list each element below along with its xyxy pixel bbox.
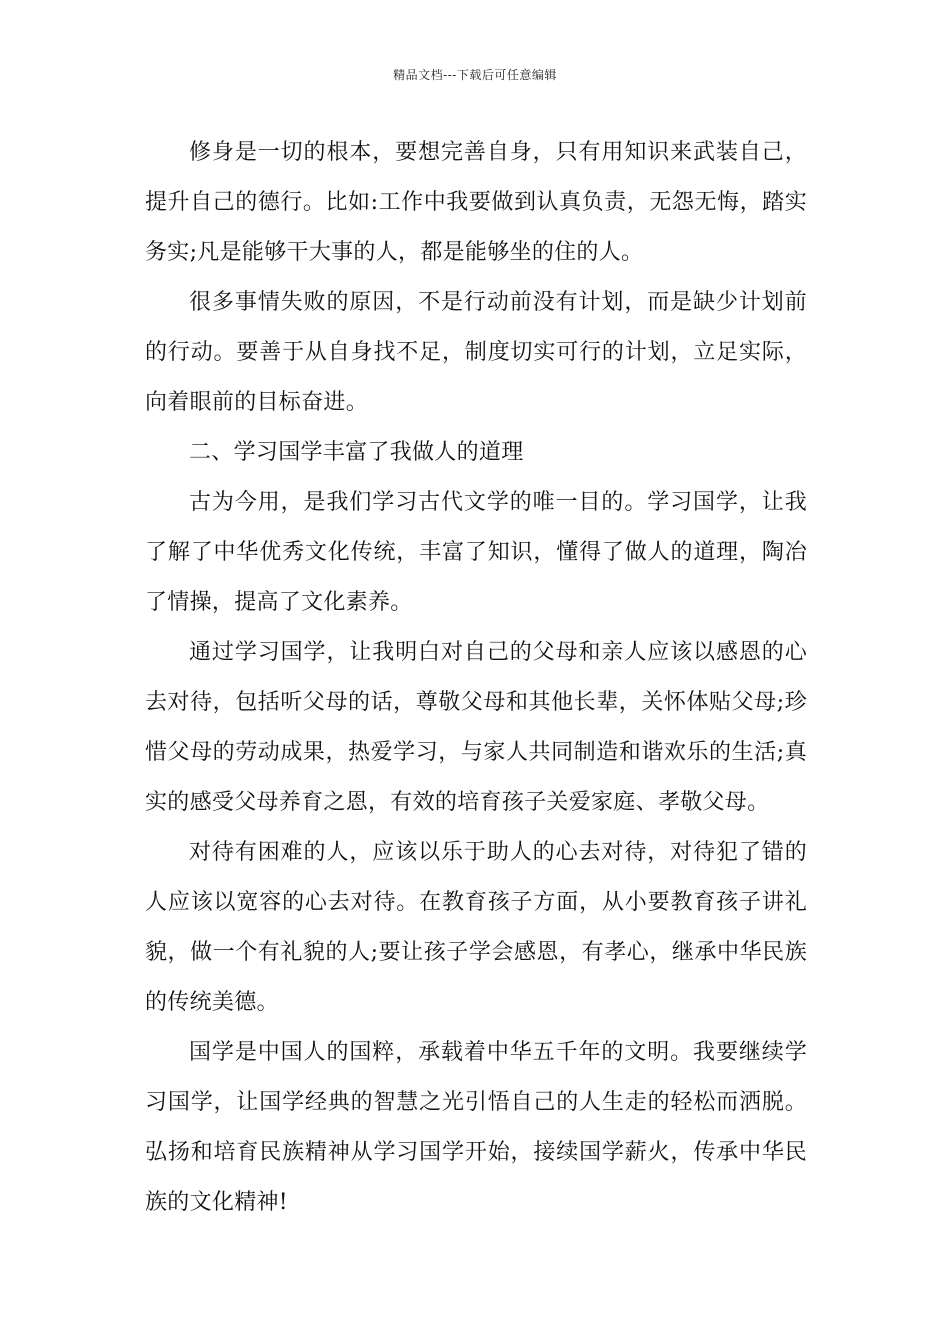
section-heading: 二、学习国学丰富了我做人的道理	[189, 440, 524, 465]
paragraph-4: 通过学习国学，让我明白对自己的父母和亲人应该以感恩的心去对待，包括听父母的话，尊敬父母和其他长辈，关怀体贴父母;珍惜父母的劳动成果，热爱学习，与家人共同制造和谐欢乐的生活;真实的感受父母养育之恩，有效的培育孩子关爱家庭、孝敬父母。	[145, 640, 807, 815]
paragraph-2: 很多事情失败的原因，不是行动前没有计划，而是缺少计划前的行动。要善于从自身找不足，制度切实可行的计划，立足实际，向着眼前的目标奋进。	[145, 290, 807, 415]
paragraph-5: 对待有困难的人，应该以乐于助人的心去对待，对待犯了错的人应该以宽容的心去对待。在教育孩子方面，从小要教育孩子讲礼貌，做一个有礼貌的人;要让孩子学会感恩，有孝心，继承中华民族的传统美德。	[145, 840, 807, 1015]
page-header: 精品文档---下载后可任意编辑	[393, 68, 557, 82]
paragraph-1: 修身是一切的根本，要想完善自身，只有用知识来武装自己，提升自己的德行。比如:工作中我要做到认真负责，无怨无悔，踏实务实;凡是能够干大事的人，都是能够坐的住的人。	[145, 140, 807, 265]
document-body	[145, 128, 807, 1228]
paragraph-6: 国学是中国人的国粹，承载着中华五千年的文明。我要继续学习国学，让国学经典的智慧之光引悟自己的人生走的轻松而洒脱。弘扬和培育民族精神从学习国学开始，接续国学薪火，传承中华民族的文化精神!	[145, 1040, 807, 1215]
paragraph-3: 古为今用，是我们学习古代文学的唯一目的。学习国学，让我了解了中华优秀文化传统，丰富了知识，懂得了做人的道理，陶冶了情操，提高了文化素养。	[145, 490, 807, 615]
